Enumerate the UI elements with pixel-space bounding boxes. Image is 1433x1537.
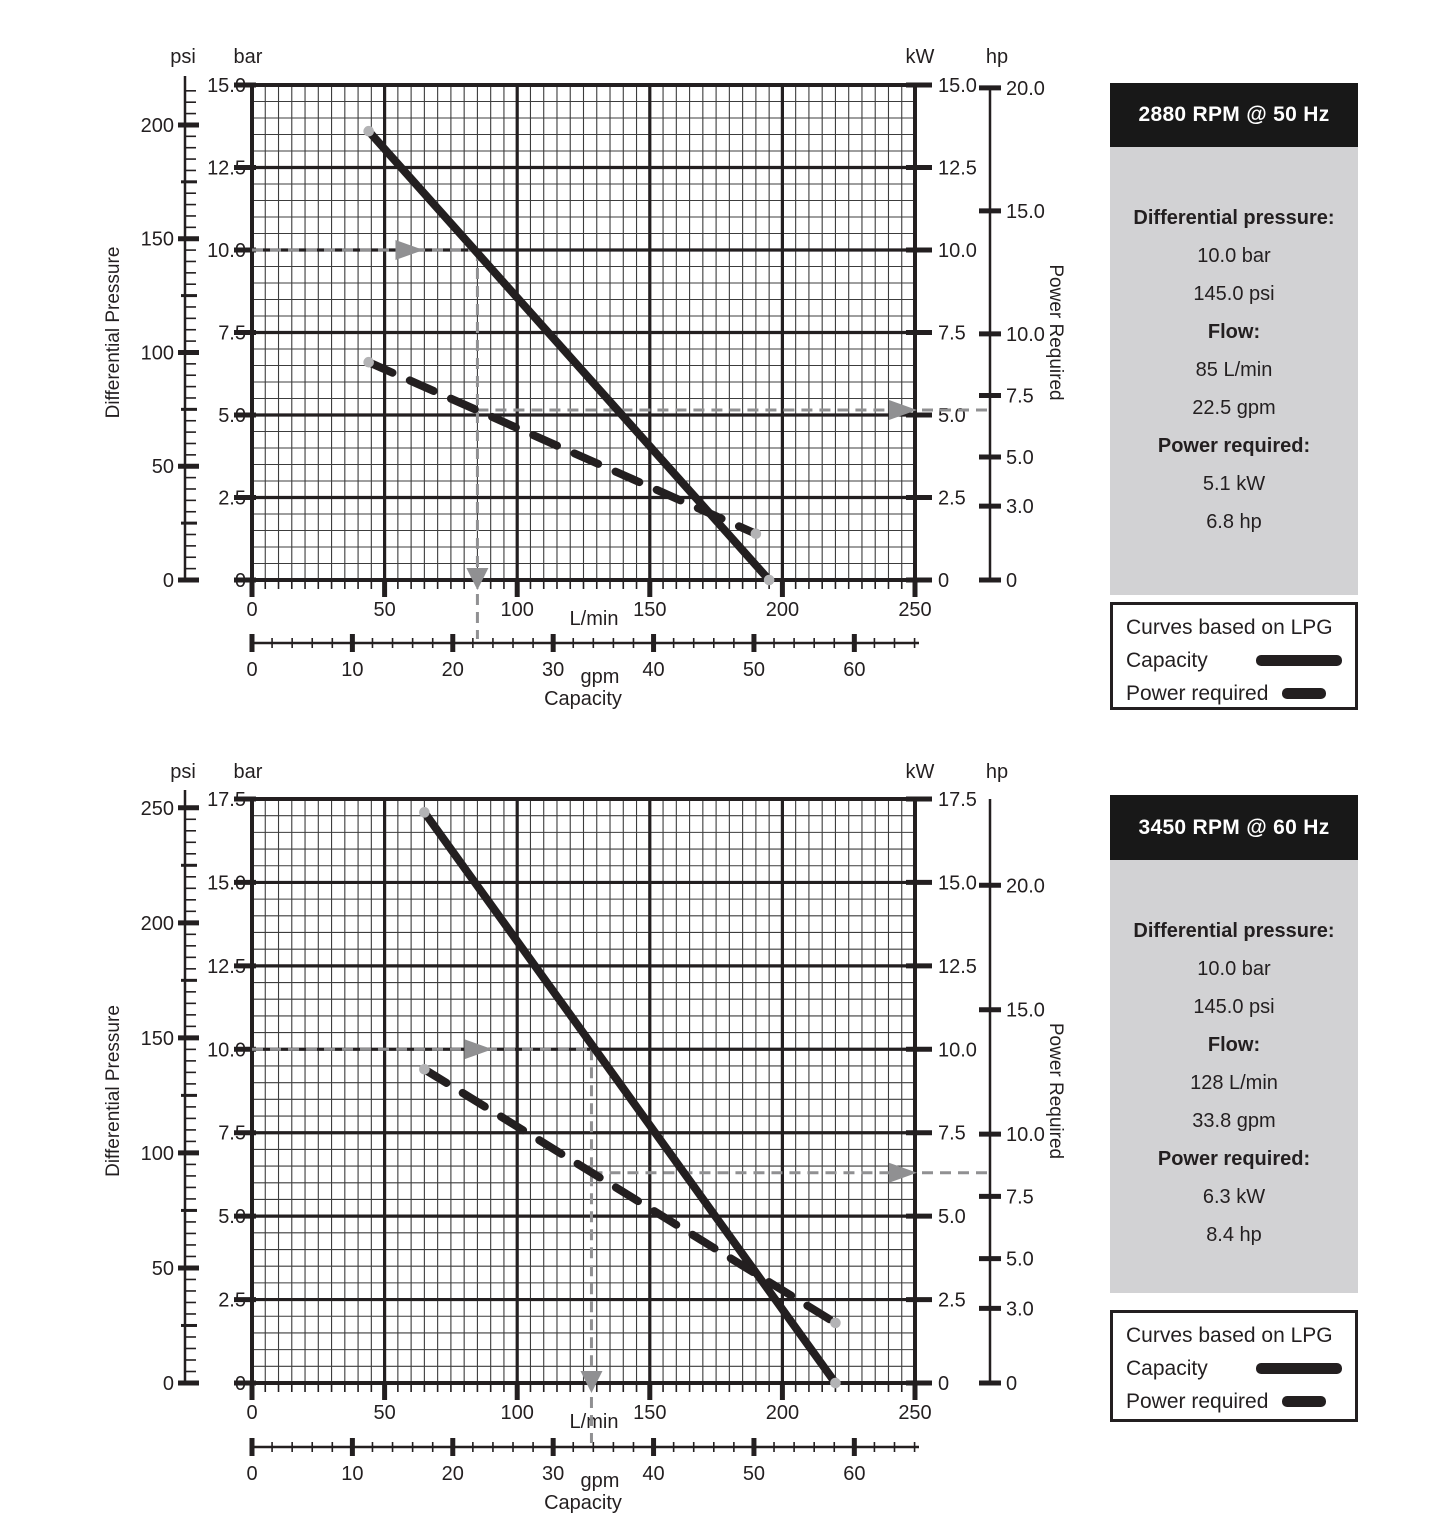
gpm-tick-label: 50 [742,1463,766,1485]
lmin-tick-label: 150 [633,599,667,621]
power-line-swatch [1282,1396,1326,1407]
bar-tick-label: 2.5 [218,1289,246,1312]
info-row: Flow: [1207,1034,1261,1056]
info-row: Power required: [1157,435,1311,457]
info-row: Differential pressure: [1133,920,1335,942]
gpm-tick-label: 60 [843,659,866,681]
legend-row-capacity [1126,1352,1342,1385]
curve-endpoint-dot [363,357,374,368]
power-required-curve [424,1069,835,1323]
psi-tick-label: 0 [162,1373,174,1395]
lmin-tick-label: 0 [246,599,258,621]
legend-label-power: Power required [1126,682,1269,705]
lmin-tick-label: 200 [765,1402,800,1424]
curve-endpoint-dot [363,126,374,137]
lmin-tick-label: 250 [898,599,932,621]
gpm-tick-label: 30 [542,1463,565,1485]
gpm-tick-label: 60 [843,1463,866,1485]
bar-tick-label: 17.5 [207,789,246,811]
kw-tick-label: 0 [938,1373,950,1395]
info-row: Power required: [1157,1148,1311,1170]
kw-tick-label: 15.0 [938,75,977,97]
curve-endpoint-dot [751,529,762,540]
info-row: 85 L/min [1195,359,1273,381]
kw-axis-header: kW [905,46,935,68]
bar-tick-label: 15.0 [207,872,246,895]
legend-box-60hz [1110,1310,1358,1422]
hp-tick-label: 10.0 [1006,1124,1045,1147]
capacity-line-swatch [1256,1363,1342,1374]
bar-tick-label: 2.5 [218,487,246,510]
curve-endpoint-dot [830,1378,841,1389]
curve-endpoint-dot [419,807,430,818]
hp-axis-header: hp [985,761,1009,783]
bar-tick-label: 0 [234,1373,246,1395]
psi-tick-label: 200 [140,912,174,935]
legend-label-power: Power required [1126,1390,1269,1413]
capacity-curve [424,812,835,1383]
hp-tick-label: 15.0 [1006,200,1045,223]
gpm-tick-label: 50 [742,659,766,681]
bar-axis-header: bar [233,46,263,68]
power-required-label: Power Required [1045,1022,1066,1160]
hp-tick-label: 15.0 [1006,999,1045,1022]
info-box-body-50hz [1110,147,1358,595]
psi-tick-label: 150 [140,1027,174,1050]
legend-note: Curves based on LPG [1126,1324,1333,1347]
psi-tick-label: 150 [140,228,174,251]
info-row: Differential pressure: [1133,207,1335,229]
kw-tick-label: 10.0 [938,240,977,262]
info-box-50hz [1110,83,1358,595]
psi-tick-label: 250 [140,797,174,820]
bar-tick-label: 7.5 [218,322,246,345]
kw-tick-label: 15.0 [938,872,977,895]
kw-tick-label: 17.5 [938,789,977,811]
kw-axis-header: kW [905,761,935,783]
kw-tick-label: 0 [938,570,950,592]
lmin-unit-label: L/min [569,608,619,630]
hp-tick-label: 0 [1006,1373,1018,1395]
kw-tick-label: 2.5 [938,487,966,510]
info-row: 5.1 kW [1202,473,1266,495]
psi-tick-label: 50 [151,456,174,479]
hp-tick-label: 20.0 [1006,77,1045,100]
lmin-tick-label: 50 [373,599,396,621]
gpm-tick-label: 40 [642,659,665,681]
hp-tick-label: 3.0 [1006,1298,1034,1321]
info-row: 10.0 bar [1197,958,1271,980]
differential-pressure-label: Differential Pressure [103,1005,124,1177]
gpm-tick-label: 30 [542,659,565,681]
hp-tick-label: 0 [1006,570,1018,592]
info-row: Flow: [1207,321,1261,343]
lmin-tick-label: 0 [246,1402,258,1424]
hp-tick-label: 7.5 [1006,1186,1034,1209]
info-row: 10.0 bar [1197,245,1271,267]
pressure-guide-arrow [464,1039,492,1059]
legend-box-50hz [1110,602,1358,710]
kw-tick-label: 7.5 [938,1122,966,1145]
kw-tick-label: 5.0 [938,1206,966,1229]
gpm-tick-label: 40 [642,1463,665,1485]
bar-tick-label: 5.0 [218,405,246,427]
gpm-tick-label: 20 [441,659,464,681]
bar-tick-label: 7.5 [218,1122,246,1145]
lmin-tick-label: 200 [765,599,800,621]
lmin-tick-label: 100 [500,599,534,621]
kw-tick-label: 7.5 [938,322,966,345]
info-row: 33.8 gpm [1192,1110,1276,1132]
pressure-guide-arrow [395,240,423,260]
gpm-tick-label: 10 [341,1463,364,1485]
info-box-title-60hz [1110,795,1358,860]
capacity-axis-title: Capacity [544,688,622,710]
lmin-tick-label: 100 [500,1402,534,1424]
lmin-tick-label: 50 [373,1402,396,1424]
lmin-tick-label: 150 [633,1402,667,1424]
info-row: 145.0 psi [1193,996,1275,1018]
psi-tick-label: 0 [162,570,174,592]
legend-row-power [1126,677,1342,710]
gpm-tick-label: 0 [246,1463,258,1485]
kw-tick-label: 12.5 [938,157,977,180]
psi-axis-header: psi [170,761,196,783]
hp-tick-label: 7.5 [1006,385,1034,408]
power-required-label: Power Required [1045,264,1066,401]
gpm-unit-label: gpm [580,1470,620,1492]
curve-endpoint-dot [419,1064,430,1075]
info-row: 6.8 hp [1206,511,1262,533]
kw-tick-label: 10.0 [938,1039,977,1062]
legend-label-capacity: Capacity [1126,1357,1208,1380]
info-box-body-60hz [1110,860,1358,1293]
psi-tick-label: 50 [151,1257,174,1280]
gpm-tick-label: 0 [246,659,258,681]
bar-tick-label: 5.0 [218,1206,246,1229]
hp-tick-label: 20.0 [1006,875,1045,898]
hp-tick-label: 5.0 [1006,1248,1034,1271]
curve-endpoint-dot [830,1318,841,1329]
bar-tick-label: 0 [234,570,246,592]
legend-note: Curves based on LPG [1126,616,1333,639]
bar-tick-label: 10.0 [207,240,246,262]
bar-tick-label: 12.5 [207,157,246,180]
lmin-unit-label: L/min [569,1411,619,1433]
hp-tick-label: 5.0 [1006,446,1034,469]
power-line-swatch [1282,688,1326,699]
gpm-tick-label: 20 [441,1463,464,1485]
curve-endpoint-dot [764,575,775,586]
legend-label-capacity: Capacity [1126,649,1208,672]
info-row: 22.5 gpm [1192,397,1276,419]
bar-tick-label: 12.5 [207,955,246,978]
info-row: 145.0 psi [1193,283,1275,305]
bar-tick-label: 10.0 [207,1039,246,1062]
legend-row-capacity [1126,644,1342,677]
info-box-title-50hz [1110,83,1358,147]
capacity-axis-title: Capacity [544,1492,622,1514]
info-row: 6.3 kW [1202,1186,1266,1208]
spacer [1110,147,1358,199]
legend-row-power [1126,1385,1342,1418]
bar-tick-label: 15.0 [207,75,246,97]
psi-tick-label: 100 [140,1142,174,1165]
hp-tick-label: 10.0 [1006,323,1045,346]
gpm-tick-label: 10 [341,659,364,681]
spacer [1110,860,1358,912]
gpm-unit-label: gpm [580,666,620,688]
psi-tick-label: 200 [140,114,174,137]
hp-tick-label: 3.0 [1006,496,1034,519]
hp-axis-header: hp [985,46,1009,68]
info-box-60hz [1110,795,1358,1293]
kw-tick-label: 12.5 [938,955,977,978]
kw-tick-label: 2.5 [938,1289,966,1312]
psi-tick-label: 100 [140,342,174,365]
rpm-title: 3450 RPM @ 60 Hz [1138,815,1330,839]
lmin-tick-label: 250 [898,1402,932,1424]
info-row: 8.4 hp [1206,1224,1262,1246]
rpm-title: 2880 RPM @ 50 Hz [1138,103,1330,126]
differential-pressure-label: Differential Pressure [103,246,124,419]
capacity-line-swatch [1256,655,1342,666]
psi-axis-header: psi [170,46,196,68]
bar-axis-header: bar [233,761,263,783]
info-row: 128 L/min [1190,1072,1278,1094]
kw-tick-label: 5.0 [938,405,966,427]
